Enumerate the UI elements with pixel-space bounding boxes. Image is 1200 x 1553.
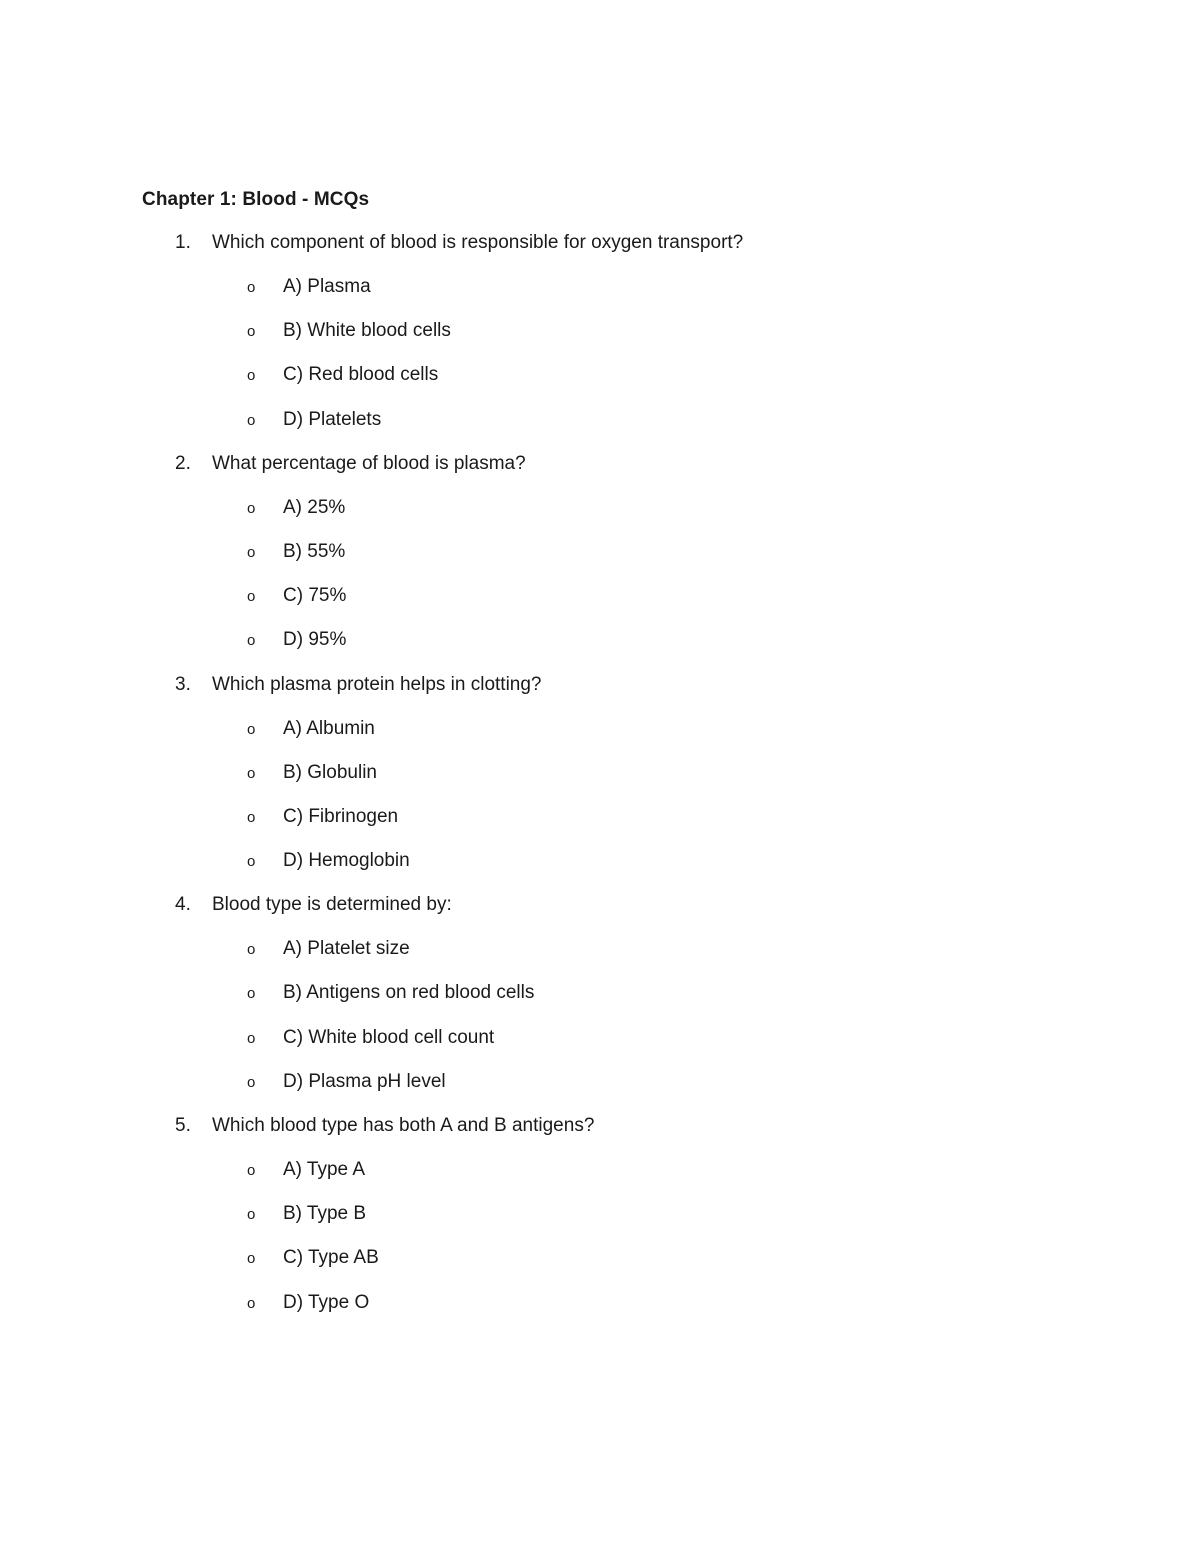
option-text: B) Antigens on red blood cells	[283, 982, 535, 1004]
option-text: D) 95%	[283, 629, 347, 651]
question-number: 4.	[175, 894, 191, 916]
question-item	[0, 450, 1200, 671]
bullet-icon: o	[247, 367, 256, 385]
option-item	[0, 1024, 1200, 1068]
question-text: What percentage of blood is plasma?	[212, 452, 526, 474]
question-number: 5.	[175, 1115, 191, 1136]
option-text: D) Hemoglobin	[283, 850, 410, 872]
option-text: A) Albumin	[283, 717, 375, 739]
question-line	[0, 229, 1200, 273]
option-text: B) Globulin	[283, 761, 377, 783]
option-item	[0, 1244, 1200, 1288]
option-text: D) Plasma pH level	[283, 1070, 446, 1092]
bullet-icon: o	[247, 941, 256, 959]
question-item	[0, 229, 1200, 450]
option-item	[0, 803, 1200, 847]
question-text: Which blood type has both A and B antigens?	[212, 1115, 595, 1136]
option-item	[0, 1068, 1200, 1112]
option-text: A) 25%	[283, 496, 346, 518]
bullet-icon: o	[247, 1162, 256, 1179]
option-text: C) Type AB	[283, 1247, 379, 1269]
question-line	[0, 671, 1200, 715]
question-text: Which plasma protein helps in clotting?	[212, 673, 542, 695]
option-list	[0, 273, 1200, 450]
option-item	[0, 847, 1200, 891]
question-line	[0, 891, 1200, 935]
option-item	[0, 1156, 1200, 1200]
option-list	[0, 715, 1200, 892]
bullet-icon: o	[247, 1294, 256, 1312]
option-text: B) White blood cells	[283, 320, 451, 342]
option-item	[0, 1289, 1200, 1333]
option-text: A) Plasma	[283, 276, 371, 297]
question-text: Which component of blood is responsible for oxygen transport?	[212, 232, 744, 253]
bullet-icon: o	[247, 764, 256, 782]
bullet-icon: o	[247, 499, 256, 517]
bullet-icon: o	[247, 853, 256, 871]
option-item	[0, 406, 1200, 450]
bullet-icon: o	[247, 985, 256, 1003]
question-text: Blood type is determined by:	[212, 894, 452, 916]
question-line	[0, 450, 1200, 494]
bullet-icon: o	[247, 808, 256, 826]
option-item	[0, 317, 1200, 361]
question-number: 3.	[175, 673, 191, 695]
option-text: C) Red blood cells	[283, 364, 439, 386]
bullet-icon: o	[247, 279, 256, 296]
option-text: B) Type B	[283, 1203, 367, 1225]
option-item	[0, 538, 1200, 582]
question-list	[0, 229, 1200, 1333]
bullet-icon: o	[247, 323, 256, 341]
bullet-icon: o	[247, 588, 256, 606]
question-number: 1.	[175, 232, 191, 253]
page-title: Chapter 1: Blood - MCQs	[142, 189, 370, 210]
option-item	[0, 715, 1200, 759]
bullet-icon: o	[247, 1029, 256, 1047]
option-text: B) 55%	[283, 540, 346, 562]
bullet-icon: o	[247, 632, 256, 650]
option-item	[0, 935, 1200, 979]
option-text: C) 75%	[283, 585, 347, 607]
bullet-icon: o	[247, 543, 256, 561]
option-text: C) Fibrinogen	[283, 805, 399, 827]
option-item	[0, 494, 1200, 538]
bullet-icon: o	[247, 1073, 256, 1091]
option-list	[0, 494, 1200, 671]
option-item	[0, 626, 1200, 670]
question-number: 2.	[175, 452, 191, 474]
bullet-icon: o	[247, 411, 256, 429]
question-item	[0, 891, 1200, 1112]
option-list	[0, 1156, 1200, 1333]
option-item	[0, 273, 1200, 317]
question-item	[0, 671, 1200, 892]
option-text: A) Type A	[283, 1159, 366, 1180]
bullet-icon: o	[247, 1206, 256, 1224]
option-item	[0, 1200, 1200, 1244]
option-item	[0, 979, 1200, 1023]
question-item	[0, 1112, 1200, 1333]
option-item	[0, 361, 1200, 405]
option-item	[0, 759, 1200, 803]
question-line	[0, 1112, 1200, 1156]
option-text: D) Platelets	[283, 408, 382, 430]
option-text: D) Type O	[283, 1291, 370, 1313]
bullet-icon: o	[247, 1250, 256, 1268]
option-list	[0, 935, 1200, 1112]
option-text: A) Platelet size	[283, 938, 410, 960]
option-text: C) White blood cell count	[283, 1026, 495, 1048]
option-item	[0, 582, 1200, 626]
bullet-icon: o	[247, 720, 256, 738]
